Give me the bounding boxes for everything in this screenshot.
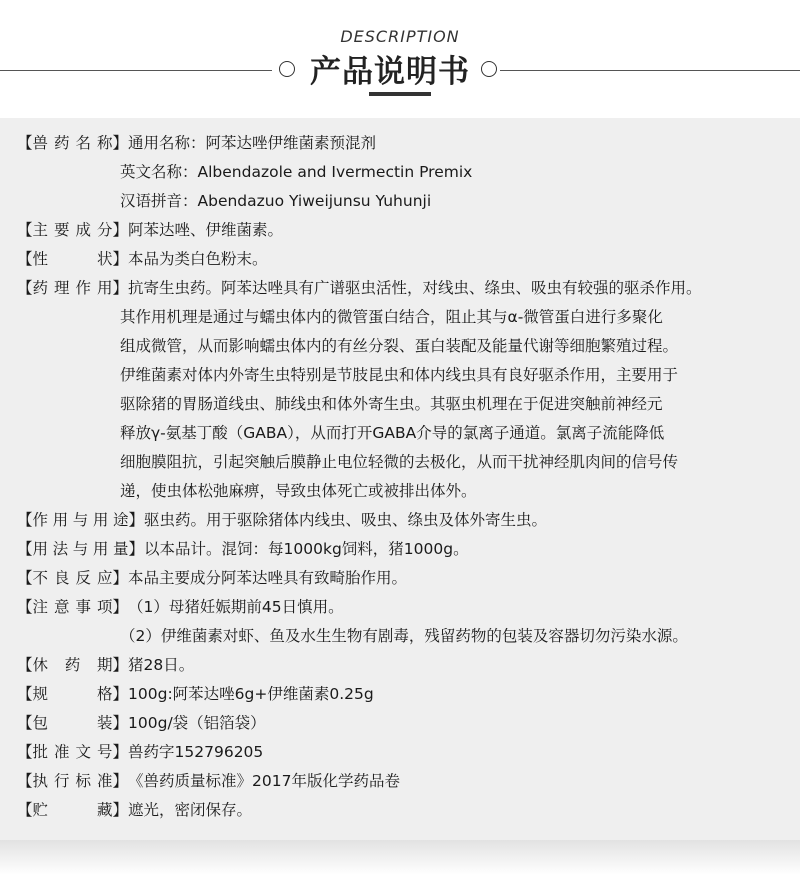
row-continuation: （2）伊维菌素对虾、鱼及水生生物有剧毒，残留药物的包装及容器切勿污染水源。	[120, 627, 688, 645]
row-label: 【注意事项】	[17, 598, 129, 616]
row-continuation: 细胞膜阻抗，引起突触后膜静止电位轻微的去极化，从而干扰神经肌肉间的信号传	[120, 453, 679, 471]
row-label: 【兽药名称】	[17, 134, 129, 152]
row-withdrawal-period	[17, 651, 787, 680]
row-drug-name	[17, 129, 787, 158]
row-dosage	[17, 535, 787, 564]
row-value: 遮光，密闭保存。	[128, 801, 253, 819]
row-value: 猪28日。	[128, 656, 195, 674]
row-storage	[17, 796, 787, 825]
description-subtitle: DESCRIPTION	[340, 27, 460, 46]
row-usage	[17, 506, 787, 535]
row-approval-number	[17, 738, 787, 767]
left-divider-line	[0, 70, 272, 71]
row-value: 阿苯达唑、伊维菌素。	[128, 221, 284, 239]
row-ingredients	[17, 216, 787, 245]
row-continuation: 组成微管，从而影响蠕虫体内的有丝分裂、蛋白装配及能量代谢等细胞繁殖过程。	[120, 337, 679, 355]
page-title: 产品说明书	[310, 54, 470, 90]
header	[0, 0, 800, 118]
row-label: 【性 状】	[17, 250, 129, 268]
row-value: 驱虫药。用于驱除猪体内线虫、吸虫、绦虫及体外寄生虫。	[144, 511, 548, 529]
row-value: 兽药字152796205	[128, 743, 264, 761]
row-value: 100g/袋（铝箔袋）	[128, 714, 266, 732]
row-label: 【贮 藏】	[17, 801, 129, 819]
row-label: 【不良反应】	[17, 569, 129, 587]
spec-list	[17, 129, 787, 825]
row-precautions	[17, 593, 787, 622]
row-pinyin-name	[17, 187, 787, 216]
row-appearance	[17, 245, 787, 274]
row-continuation: 驱除猪的胃肠道线虫、肺线虫和体外寄生虫。其驱虫机理在于促进突触前神经元	[120, 395, 663, 413]
row-adverse-reactions	[17, 564, 787, 593]
row-continuation: 其作用机理是通过与蠕虫体内的微管蛋白结合，阻止其与α-微管蛋白进行多聚化	[120, 308, 663, 326]
row-label: 【用法与用量】	[17, 540, 145, 558]
row-label: 【包 装】	[17, 714, 129, 732]
row-value: 英文名称：Albendazole and Ivermectin Premix	[120, 163, 473, 181]
row-label: 【规 格】	[17, 685, 129, 703]
bottom-fade	[0, 840, 800, 875]
row-specification	[17, 680, 787, 709]
row-continuation: 释放γ-氨基丁酸（GABA），从而打开GABA介导的氯离子通道。氯离子流能降低	[120, 424, 665, 442]
left-circle-ornament	[279, 61, 295, 77]
title-underbar	[369, 92, 431, 96]
row-continuation: 伊维菌素对体内外寄生虫特别是节肢昆虫和体内线虫具有良好驱杀作用，主要用于	[120, 366, 679, 384]
right-circle-ornament	[481, 61, 497, 77]
row-label: 【批准文号】	[17, 743, 129, 761]
row-label: 【休 药 期】	[17, 656, 129, 674]
row-label: 【药理作用】	[17, 279, 129, 297]
row-label: 【作用与用途】	[17, 511, 145, 529]
row-value: 以本品计。混饲：每1000kg饲料，猪1000g。	[144, 540, 469, 558]
row-value: 抗寄生虫药。阿苯达唑具有广谱驱虫活性，对线虫、绦虫、吸虫有较强的驱杀作用。	[128, 279, 702, 297]
row-value: 《兽药质量标准》2017年版化学药品卷	[128, 772, 400, 790]
row-packaging	[17, 709, 787, 738]
row-pharmacology	[17, 274, 787, 303]
row-value: 通用名称：阿苯达唑伊维菌素预混剂	[128, 134, 377, 152]
row-label: 【主要成分】	[17, 221, 129, 239]
row-value: （1）母猪妊娠期前45日慎用。	[128, 598, 344, 616]
row-value: 本品主要成分阿苯达唑具有致畸胎作用。	[128, 569, 408, 587]
row-standard	[17, 767, 787, 796]
right-divider-line	[500, 70, 800, 71]
row-value: 100g:阿苯达唑6g+伊维菌素0.25g	[128, 685, 374, 703]
row-continuation: 递，使虫体松弛麻痹，导致虫体死亡或被排出体外。	[120, 482, 477, 500]
row-value: 汉语拼音：Abendazuo Yiweijunsu Yuhunji	[120, 192, 432, 210]
row-english-name	[17, 158, 787, 187]
row-label: 【执行标准】	[17, 772, 129, 790]
row-value: 本品为类白色粉末。	[128, 250, 268, 268]
